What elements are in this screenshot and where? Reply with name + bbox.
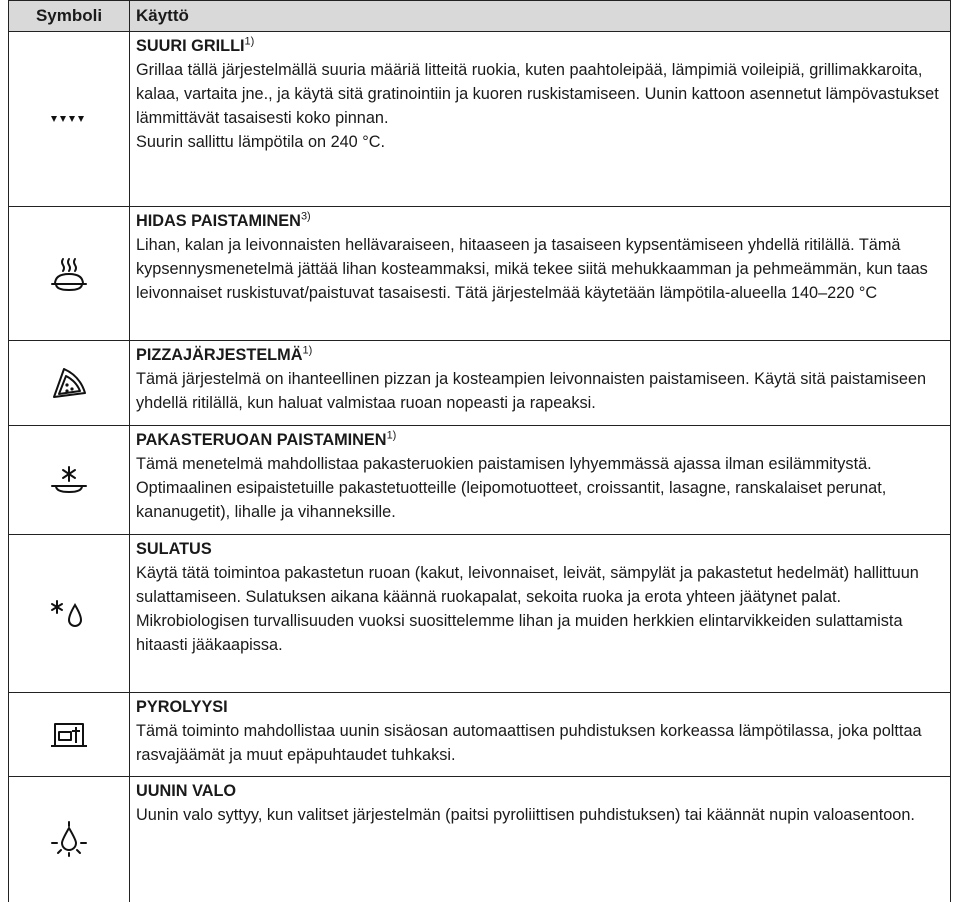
symbol-cell [9, 693, 130, 777]
symbol-cell [9, 426, 130, 535]
usage-cell [130, 693, 951, 777]
table-row [9, 341, 951, 426]
table-row [9, 693, 951, 777]
symbol-cell [9, 535, 130, 693]
usage-cell [130, 207, 951, 341]
symbol-usage-table [8, 0, 951, 902]
footnote-ref: 1) [386, 429, 397, 442]
footnote-ref: 1) [244, 35, 255, 48]
symbol-cell [9, 32, 130, 207]
defrost-icon [49, 597, 89, 631]
table-row [9, 777, 951, 902]
row-description-extra: Suurin sallittu lämpötila on 240 °C. [136, 133, 386, 151]
large-grill-icon [49, 112, 89, 126]
row-description: Uunin valo syttyy, kun valitset järjestelmän (paitsi pyroliittisen puhdistuksen) tai käännät nupin valoasentoon. [136, 806, 915, 824]
row-description: Tämä toiminto mahdollistaa uunin sisäosan automaattisen puhdistuksen korkeassa lämpötilassa, joka polttaa rasvajäämät ja muut epäpuhtaudet tuhkaksi. [136, 722, 922, 764]
symbol-cell [9, 341, 130, 426]
row-description: Grillaa tällä järjestelmällä suuria määriä litteitä ruokia, kuten paahtoleipää, lämpimiä voileipiä, grillimakkaroita, kalaa, vartaita jne., ja käytä sitä gratinointiin ja kuoren ruskistamiseen. Uunin kattoon asennetut lämpövastukset lämmittävät tasaisesti koko pinnan. [136, 61, 939, 127]
row-title: PYROLYYSI [136, 698, 228, 716]
table-header-row [9, 1, 951, 32]
row-description: Lihan, kalan ja leivonnaisten hellävaraiseen, hitaaseen ja tasaiseen kypsentämiseen yhdellä ritilällä. Tämä kypsennysmenetelmä jättää lihan kosteammaksi, mikä tekee siitä mehukkaamman ja pehmeämmän, kun taas leivonnaiset ruskistuvat/paistuvat tasaisesti. Tätä järjestelmää käytetään lämpötila-alueella 140–220 °C [136, 236, 928, 302]
pyrolysis-icon [49, 718, 89, 752]
header-symbol: Symboli [9, 1, 130, 32]
symbol-cell [9, 777, 130, 902]
pizza-icon [50, 366, 88, 400]
row-title: SULATUS [136, 540, 212, 558]
row-description: Käytä tätä toimintoa pakastetun ruoan (kakut, leivonnaiset, leivät, sämpylät ja pakastetut hedelmät) hallittuun sulattamiseen. Sulatuksen aikana käännä ruokapalat, sekoita ruoka ja erota yhteen jäätynet palat. Mikrobiologisen turvallisuuden vuoksi suosittelemme lihan ja muiden herkkien elintarvikkeiden sulattamista hitaasti jääkaapissa. [136, 564, 919, 654]
row-title: PAKASTERUOAN PAISTAMINEN [136, 431, 387, 449]
table-row [9, 207, 951, 341]
oven-light-icon [49, 820, 89, 858]
header-usage: Käyttö [130, 1, 951, 32]
row-title: PIZZAJÄRJESTELMÄ [136, 346, 303, 364]
usage-cell [130, 777, 951, 902]
row-description: Tämä järjestelmä on ihanteellinen pizzan ja kosteampien leivonnaisten paistamiseen. Käytä sitä paistamiseen yhdellä ritilällä, kun haluat valmistaa ruoan nopeasti ja rapeaksi. [136, 370, 927, 412]
usage-cell [130, 535, 951, 693]
frozen-food-icon [49, 465, 89, 495]
table-row [9, 535, 951, 693]
footnote-ref: 1) [302, 344, 313, 357]
table-row [9, 32, 951, 207]
usage-cell [130, 32, 951, 207]
usage-cell [130, 341, 951, 426]
table-row [9, 426, 951, 535]
footnote-ref: 3) [300, 210, 311, 223]
row-title: HIDAS PAISTAMINEN [136, 212, 301, 230]
symbol-cell [9, 207, 130, 341]
row-title: UUNIN VALO [136, 782, 237, 800]
slow-cooking-icon [49, 256, 89, 292]
usage-cell [130, 426, 951, 535]
row-title: SUURI GRILLI [136, 37, 245, 55]
row-description: Tämä menetelmä mahdollistaa pakasteruokien paistamisen lyhyemmässä ajassa ilman esilämmitystä. Optimaalinen esipaistetuille pakastetuotteille (leipomotuotteet, croissantit, lasagne, ranskalaiset perunat, kananugetit), lihalle ja vihanneksille. [136, 455, 887, 521]
